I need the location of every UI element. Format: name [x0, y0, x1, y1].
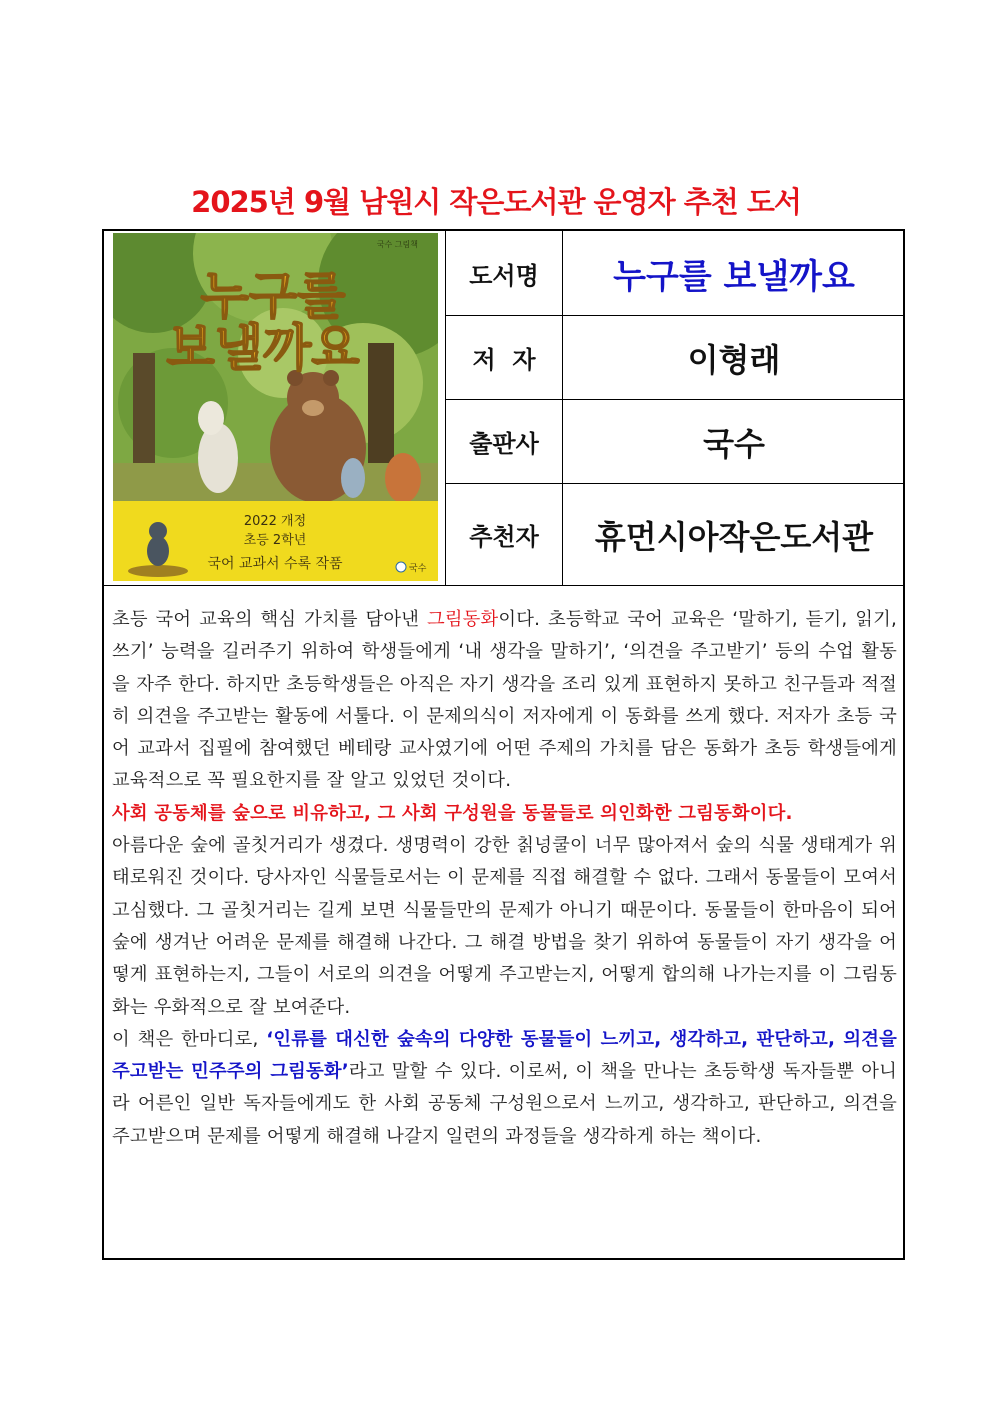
text-span: 이다. 초등학교 국어 교육은 ‘말하기, 듣기, 읽기, 쓰기’ 능력을 길러주기 위하여 학생들에게 ‘내 생각을 말하기’, ‘의견을 주고받기’ 등의 수업 활동을 자주 한다. 하지만 초등학생들은 아직은 자기 생각을 조리 있게 표현하지 못하고 친구들과 적절히 의견을 주고받는 활동에 서툴다. 이 문제의식이 저자에게 이 동화를 쓰게 했다. 저자가 초등 국어 교과서 집필에 참여했던 베테랑 교사였기에 어떤 주제의 가치를 담은 동화가 초등 학생들에게 교육적으로 꼭 필요한지를 잘 알고 있었던 것이다.	[112, 609, 897, 792]
info-label: 출판사	[446, 400, 563, 483]
page-title: 2025년 9월 남원시 작은도서관 운영자 추천 도서	[191, 185, 801, 219]
cover-cell	[104, 231, 446, 585]
info-row-recommender	[446, 484, 905, 585]
cover-band-line1: 2022 개정	[243, 514, 307, 529]
review-paragraph-1	[112, 604, 897, 798]
cover-title-line2: 보낼까요	[166, 319, 360, 377]
cover-band-line3: 국어 교과서 수록 작품	[207, 556, 343, 572]
cover-title-line1: 누구를	[200, 267, 346, 325]
info-label: 저 자	[446, 316, 563, 399]
cover-top-text: 국수 그림책	[376, 240, 418, 249]
info-row-author	[446, 316, 905, 400]
recommendation-table	[102, 229, 905, 1260]
info-row-title	[446, 231, 905, 316]
info-label: 추천자	[446, 484, 563, 585]
info-value-publisher: 국수	[703, 424, 765, 463]
book-info-table	[446, 231, 905, 585]
highlight-text: ‘인류를 대신한 숲속의 다양한 동물들이 느끼고, 생각하고, 판단하고, 의견을 주고받는 민주주의 그림동화’	[112, 1028, 898, 1083]
review-paragraph-2	[112, 798, 897, 1024]
text-span: 라고 말할 수 있다. 이로써, 이 책을 만나는 초등학생 독자들뿐 아니라 어른인 일반 독자들에게도 한 사회 공동체 구성원으로서 느끼고, 생각하고, 판단하고, 의견을 주고받으며 문제를 어떻게 해결해 나갈지 일련의 과정들을 생각하게 하는 책이다.	[112, 1061, 898, 1147]
text-span: 이 책은 한마디로,	[112, 1028, 267, 1050]
review-paragraph-3	[112, 1024, 897, 1153]
highlight-text: 그림동화	[426, 609, 499, 630]
review-body	[104, 585, 905, 1153]
info-value-recommender: 휴먼시아작은도서관	[594, 517, 874, 556]
text-span: 아름다운 숲에 골칫거리가 생겼다. 생명력이 강한 칡넝쿨이 너무 많아져서 숲의 식물 생태계가 위태로워진 것이다. 당사자인 식물들로서는 이 문제를 직접 해결할 수 없다. 그래서 동물들이 모여서 고심했다. 그 골칫거리는 길게 보면 식물들만의 문제가 아니기 때문이다. 동물들이 한마음이 되어 숲에 생겨난 어려운 문제를 해결해 나간다. 그 해결 방법을 찾기 위하여 동물들이 자기 생각을 어떻게 표현하는지, 그들이 서로의 의견을 어떻게 주고받는지, 어떻게 합의해 나가는지를 이 그림동화는 우화적으로 잘 보여준다.	[112, 835, 897, 1018]
highlight-text: 사회 공동체를 숲으로 비유하고, 그 사회 구성원을 동물들로 의인화한 그림동화이다.	[112, 802, 793, 824]
text-span: 초등 국어 교육의 핵심 가치를 담아낸	[112, 609, 427, 630]
cover-band-line2: 초등 2학년	[243, 533, 307, 548]
cover-publisher-mark: 국수	[409, 564, 427, 574]
book-cover-image	[113, 233, 438, 581]
info-row-publisher	[446, 400, 905, 484]
info-value-author: 이형래	[687, 340, 781, 379]
info-value-book-title: 누구를 보낼까요	[613, 256, 855, 297]
info-label: 도서명	[446, 231, 563, 315]
